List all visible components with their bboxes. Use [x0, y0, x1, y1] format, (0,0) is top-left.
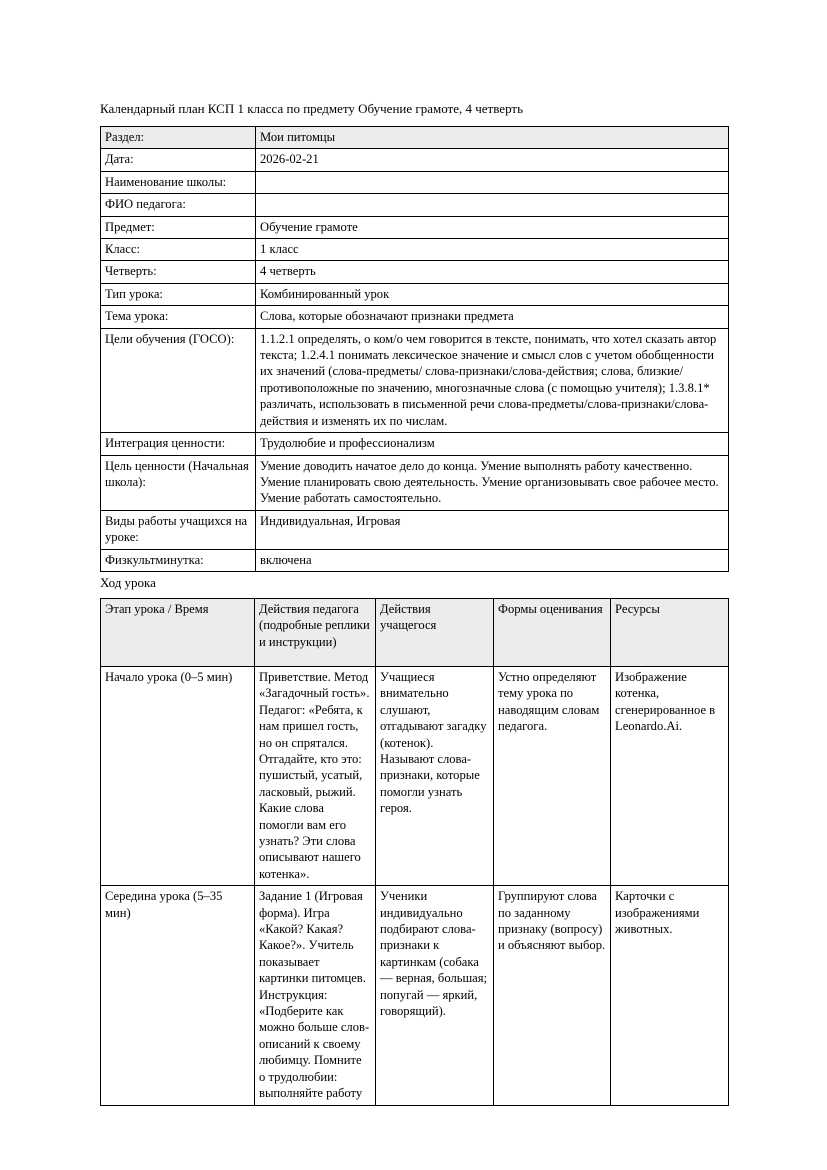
info-label-cell: Цель ценности (Начальная школа): [101, 455, 256, 510]
table-row [101, 283, 729, 305]
info-value-cell: включена [256, 549, 729, 571]
column-header-student-actions: Действия учащегося [376, 598, 494, 666]
assessment-cell: Группируют слова по заданному признаку (вопросу) и объясняют выбор. [494, 886, 611, 1105]
info-value-cell: Слова, которые обозначают признаки предмета [256, 306, 729, 328]
table-row [101, 127, 729, 149]
column-header-stage: Этап урока / Время [101, 598, 255, 666]
student-actions-cell: Учащиеся внимательно слушают, отгадывают загадку (котенок). Называют слова-признаки, которые помогли узнать героя. [376, 666, 494, 885]
info-value-cell: Обучение грамоте [256, 216, 729, 238]
table-row [101, 328, 729, 432]
assessment-cell: Устно определяют тему урока по наводящим словам педагога. [494, 666, 611, 885]
column-header-resources: Ресурсы [611, 598, 729, 666]
page-title: Календарный план КСП 1 класса по предмету Обучение грамоте, 4 четверть [100, 101, 524, 116]
info-label-cell: Класс: [101, 239, 256, 261]
table-row [101, 194, 729, 216]
lesson-flow-body [101, 666, 729, 1105]
info-label-cell: Физкультминутка: [101, 549, 256, 571]
info-label-cell: Виды работы учащихся на уроке: [101, 510, 256, 549]
info-label-cell: Предмет: [101, 216, 256, 238]
student-actions-cell: Ученики индивидуально подбирают слова-признаки к картинкам (собака — верная, большая; попугай — яркий, говорящий). [376, 886, 494, 1105]
lesson-flow-table [100, 598, 729, 1106]
lesson-info-table [100, 126, 729, 572]
table-row [101, 239, 729, 261]
table-row [101, 171, 729, 193]
info-label-cell: ФИО педагога: [101, 194, 256, 216]
info-label-cell: Интеграция ценности: [101, 433, 256, 455]
info-value-cell: 1.1.2.1 определять, о ком/о чем говорится в тексте, понимать, что хотел сказать автор текста; 1.2.4.1 понимать лексическое значение и смысл слов с учетом обобщенности их значений (слова-предметы/ слова-признаки/слова-действия; слова, близкие/ противоположные по значению, многозначные слова (с помощью учителя); 1.3.8.1* различать, использовать в письменной речи слова-предметы/слова-признаки/слова-действия и изменять их по числам. [256, 328, 729, 432]
lesson-flow-header [101, 598, 729, 666]
table-row [101, 549, 729, 571]
info-value-cell [256, 194, 729, 216]
info-value-cell: Комбинированный урок [256, 283, 729, 305]
table-row [101, 306, 729, 328]
table-row [101, 216, 729, 238]
table-row [101, 886, 729, 1105]
table-row [101, 261, 729, 283]
table-row [101, 666, 729, 885]
teacher-actions-cell: Задание 1 (Игровая форма). Игра «Какой? Какая? Какое?». Учитель показывает картинки питомцев. Инструкция: «Подберите как можно больше слов-описаний к своему любимцу. Помните о трудолюбии: выполняйте работу [255, 886, 376, 1105]
info-value-cell [256, 171, 729, 193]
info-label-cell: Наименование школы: [101, 171, 256, 193]
table-header-row [101, 598, 729, 666]
info-value-cell: Умение доводить начатое дело до конца. Умение выполнять работу качественно. Умение планировать свою деятельность. Умение организовывать свое рабочее место. Умение работать самостоятельно. [256, 455, 729, 510]
info-label-cell: Дата: [101, 149, 256, 171]
lesson-info-body [101, 127, 729, 572]
page-content [100, 100, 728, 1106]
table-row [101, 510, 729, 549]
info-label-cell: Четверть: [101, 261, 256, 283]
info-value-cell: Мои питомцы [256, 127, 729, 149]
info-value-cell: Индивидуальная, Игровая [256, 510, 729, 549]
info-label-cell: Раздел: [101, 127, 256, 149]
info-value-cell: 4 четверть [256, 261, 729, 283]
teacher-actions-cell: Приветствие. Метод «Загадочный гость». Педагог: «Ребята, к нам пришел гость, но он спрятался. Отгадайте, кто это: пушистый, усатый, ласковый, рыжий. Какие слова помогли вам его узнать? Эти слова описывают нашего котенка». [255, 666, 376, 885]
table-row [101, 455, 729, 510]
info-label-cell: Цели обучения (ГОСО): [101, 328, 256, 432]
table-row [101, 149, 729, 171]
info-label-cell: Тема урока: [101, 306, 256, 328]
info-value-cell: 2026-02-21 [256, 149, 729, 171]
lesson-flow-label: Ход урока [100, 574, 156, 590]
info-value-cell: Трудолюбие и профессионализм [256, 433, 729, 455]
table-row [101, 433, 729, 455]
resources-cell: Карточки с изображениями животных. [611, 886, 729, 1105]
column-header-assessment: Формы оценивания [494, 598, 611, 666]
resources-cell: Изображение котенка, сгенерированное в Leonardo.Ai. [611, 666, 729, 885]
stage-cell: Начало урока (0–5 мин) [101, 666, 255, 885]
info-value-cell: 1 класс [256, 239, 729, 261]
column-header-teacher-actions: Действия педагога (подробные реплики и инструкции) [255, 598, 376, 666]
stage-cell: Середина урока (5–35 мин) [101, 886, 255, 1105]
info-label-cell: Тип урока: [101, 283, 256, 305]
